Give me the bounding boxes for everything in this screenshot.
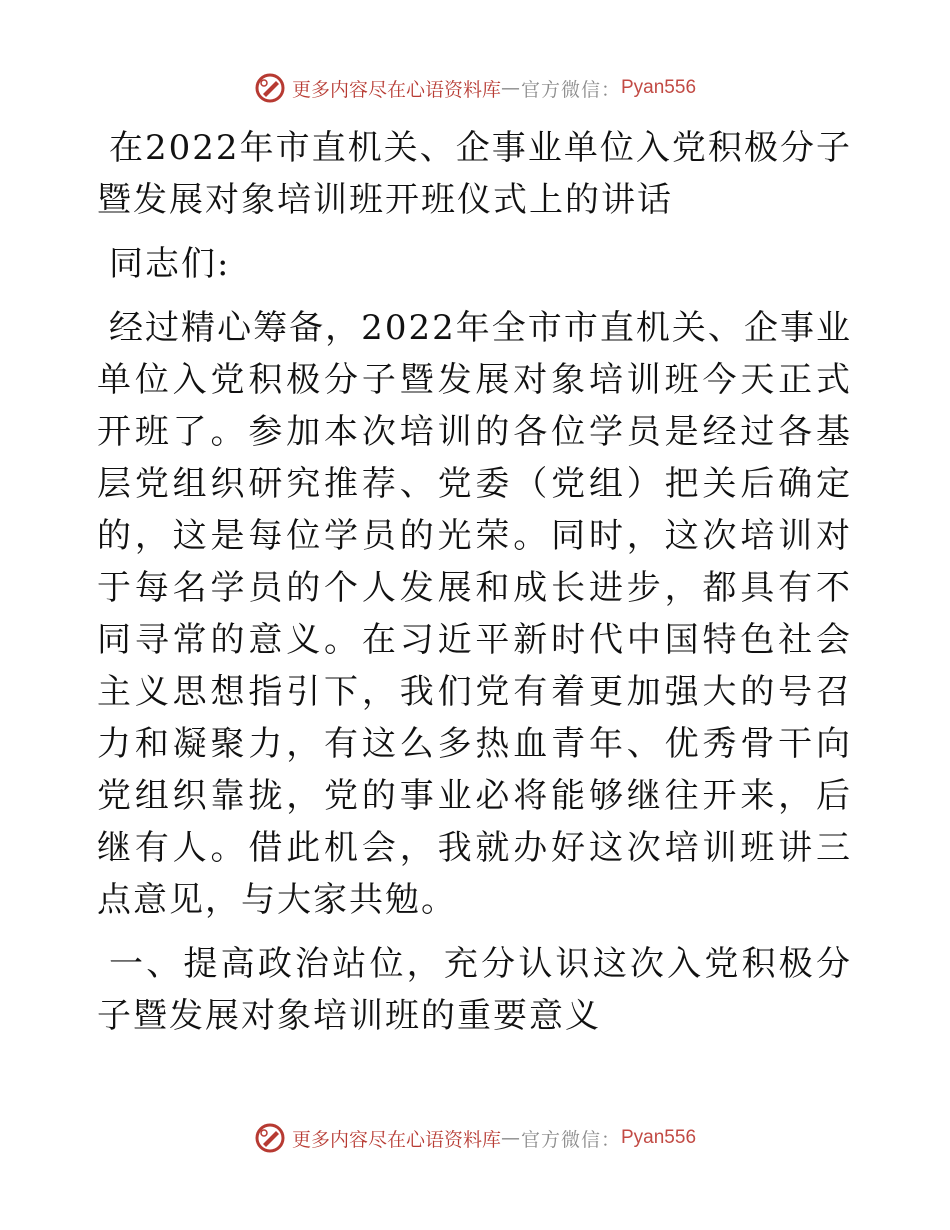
document-body	[97, 122, 852, 1054]
banner-official-label: 官方微信：	[520, 1128, 621, 1151]
body-paragraph: 经过精心筹备，2022年全市市直机关、企事业单位入党积极分子暨发展对象培训班今天正式开班了。参加本次培训的各位学员是经过各基层党组织研究推荐、党委（党组）把关后确定的，这是每位学员的光荣。同时，这次培训对于每名学员的个人发展和成长进步，都具有不同寻常的意义。在习近平新时代中国特色社会主义思想指引下，我们党有着更加强大的号召力和凝聚力，有这么多热血青年、优秀骨干向党组织靠拢，党的事业必将能够继往开来，后继有人。借此机会，我就办好这次培训班讲三点意见，与大家共勉。	[97, 308, 852, 920]
brand-logo-icon	[254, 1122, 286, 1154]
banner-slogan: 更多内容尽在心语资料库	[291, 1128, 501, 1151]
banner-wechat-id: Pyan556	[621, 77, 697, 98]
banner-separator: —	[500, 77, 521, 99]
banner-wechat-id: Pyan556	[621, 1127, 697, 1148]
document-title: 在2022年市直机关、企事业单位入党积极分子暨发展对象培训班开班仪式上的讲话	[97, 128, 852, 220]
banner-official-label: 官方微信：	[520, 78, 621, 101]
banner-slogan: 更多内容尽在心语资料库	[291, 78, 501, 101]
salutation: 同志们:	[109, 244, 231, 284]
footer-watermark-banner	[0, 1120, 950, 1156]
section-heading: 一、提高政治站位，充分认识这次入党积极分子暨发展对象培训班的重要意义	[97, 944, 852, 1036]
banner-separator: —	[500, 1127, 521, 1149]
brand-logo-icon	[254, 72, 286, 104]
header-watermark-banner	[0, 70, 950, 106]
